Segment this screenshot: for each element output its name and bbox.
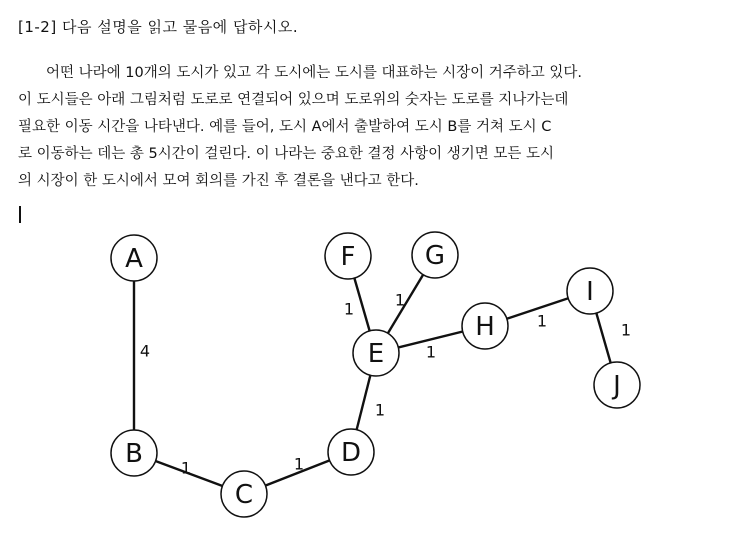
city-node-label: J [613,371,621,401]
description-line: 이 도시들은 아래 그림처럼 도로로 연결되어 있으며 도로위의 숫자는 도로를 지나가는데 [18,92,569,108]
edge-weight-e-g: 1 [394,290,406,310]
edge-weight-a-b: 4 [139,341,151,361]
edge-weight-h-i: 1 [536,311,548,331]
city-node-j [594,362,640,408]
edge-weight-c-d: 1 [293,454,305,474]
edge-weight-d-e: 1 [374,400,386,420]
city-node-i [567,268,613,314]
city-node-a [111,235,157,281]
city-node-label: I [586,277,594,307]
question-header: [1-2] 다음 설명을 읽고 물음에 답하시오. [18,18,299,36]
city-node-label: C [234,480,254,510]
city-node-label: H [475,312,495,342]
description-line: 의 시장이 한 도시에서 모여 회의를 가진 후 결론을 낸다고 한다. [18,173,419,189]
city-node-c [221,471,267,517]
city-node-label: F [340,242,356,272]
city-node-label: B [125,439,143,469]
edge-weight-b-c: 1 [180,458,192,478]
city-node-h [462,303,508,349]
city-node-e [353,330,399,376]
edge-weight-i-j: 1 [620,320,632,340]
city-node-f [325,233,371,279]
city-node-label: E [367,339,385,369]
city-node-d [328,429,374,475]
edge-weight-e-f: 1 [343,299,355,319]
city-node-b [111,430,157,476]
description-line: 로 이동하는 데는 총 5시간이 걸린다. 이 나라는 중요한 결정 사항이 생기면 모든 도시 [18,146,554,162]
city-node-g [412,232,458,278]
edge-weight-e-h: 1 [425,342,437,362]
city-node-label: A [125,244,143,274]
description-line: 어떤 나라에 10개의 도시가 있고 각 도시에는 도시를 대표하는 시장이 거주하고 있다. [46,65,582,81]
city-node-label: D [340,438,362,468]
city-node-label: G [424,241,446,271]
description-line: 필요한 이동 시간을 나타낸다. 예를 들어, 도시 A에서 출발하여 도시 B를 거쳐 도시 C [18,119,552,135]
